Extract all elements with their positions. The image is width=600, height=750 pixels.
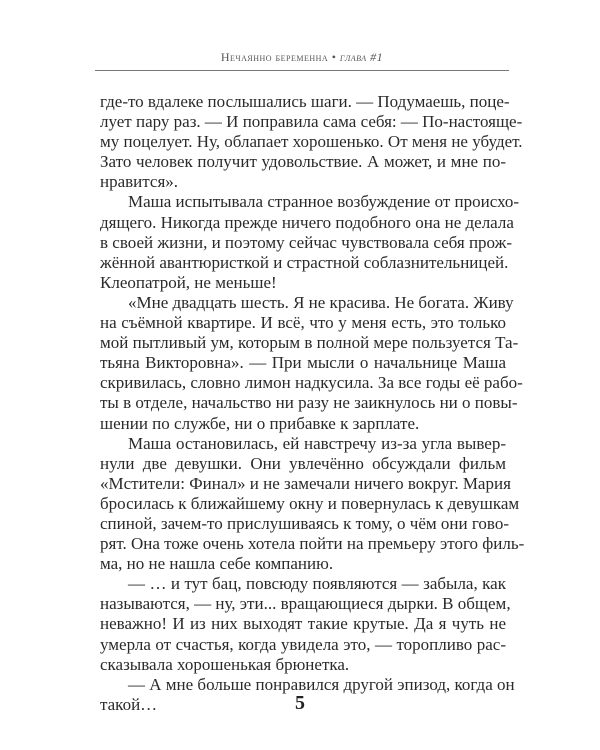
text-line: — А мне больше понравился другой эпизод, когда он xyxy=(128,674,515,694)
text-line: Клеопатрой, не меньше! xyxy=(100,272,277,292)
running-header xyxy=(95,50,509,65)
text-line: «Мстители: Финал» и не замечали ничего вокруг. Мария xyxy=(100,473,511,493)
paragraph xyxy=(100,292,523,434)
text-line: ты в отделе, начальство ни разу не заикнулось ни о повы- xyxy=(100,393,518,413)
text-line: нравится». xyxy=(100,172,179,192)
book-title: Нечаянно беременна xyxy=(220,50,329,64)
paragraph xyxy=(100,192,520,292)
header-separator: • xyxy=(328,50,340,64)
text-line: му поцелует. Ну, облапает хорошенько. От меня не убудет. xyxy=(100,132,523,152)
text-line: рят. Она тоже очень хотела пойти на премьеру этого филь- xyxy=(100,534,525,554)
text-line: тьяна Викторовна». — При мысли о начальнице Маша xyxy=(100,353,506,373)
paragraph xyxy=(100,433,525,575)
text-line: неважно! И из них выходят такие крутые. Да я чуть не xyxy=(100,614,506,634)
text-line: дящего. Никогда прежде ничего подобного она не делала xyxy=(100,212,514,232)
text-line: Зато человек получит удовольствие. А может, и мне по- xyxy=(100,152,506,172)
paragraph xyxy=(100,574,511,674)
text-line: нули две девушки. Они увлечённо обсуждали фильм xyxy=(100,453,506,473)
text-line: ма, но не нашла себе компанию. xyxy=(100,554,334,574)
text-line: Маша остановилась, ей навстречу из-за угла вывер- xyxy=(128,433,506,453)
text-line: называются, — ну, эти... вращающиеся дырки. В общем, xyxy=(100,594,511,614)
chapter-label: глава #1 xyxy=(339,50,384,64)
text-line: скривилась, словно лимон надкусила. За все годы её рабо- xyxy=(100,373,523,393)
text-line: такой… xyxy=(100,694,158,714)
text-line: в своей жизни, и поэтому сейчас чувствовала себя прож- xyxy=(100,232,513,252)
paragraph xyxy=(100,92,523,192)
text-line: — … и тут бац, повсюду появляются — забыла, как xyxy=(128,574,506,594)
text-line: бросилась к ближайшему окну и повернулась к девушкам xyxy=(100,493,520,513)
text-line: «Мне двадцать шесть. Я не красива. Не богата. Живу xyxy=(128,292,514,312)
text-line: где-то вдалеке послышались шаги. — Подумаешь, поце- xyxy=(100,92,510,111)
text-line: умерла от счастья, когда увидела это, — торопливо рас- xyxy=(100,634,506,654)
text-line: на съёмной квартире. И всё, что у меня есть, это только xyxy=(100,313,506,333)
text-line: Маша испытывала странное возбуждение от происхо- xyxy=(128,192,520,212)
page-number: 5 xyxy=(295,692,305,714)
text-line: шении по службе, ни о прибавке к зарплате. xyxy=(100,413,420,433)
text-line: спиной, зачем-то прислушиваясь к тому, о чём они гово- xyxy=(100,513,509,533)
text-line: мой пытливый ум, которым в полной мере пользуется Та- xyxy=(100,333,519,353)
text-line: лует пару раз. — И поправила сама себя: — По-настояще- xyxy=(100,112,523,132)
text-line: сказывала хорошенькая брюнетка. xyxy=(100,654,350,674)
header-rule xyxy=(95,70,509,71)
body-text xyxy=(100,92,525,715)
text-line: жённой авантюристкой и страстной соблазнительницей. xyxy=(100,252,509,272)
